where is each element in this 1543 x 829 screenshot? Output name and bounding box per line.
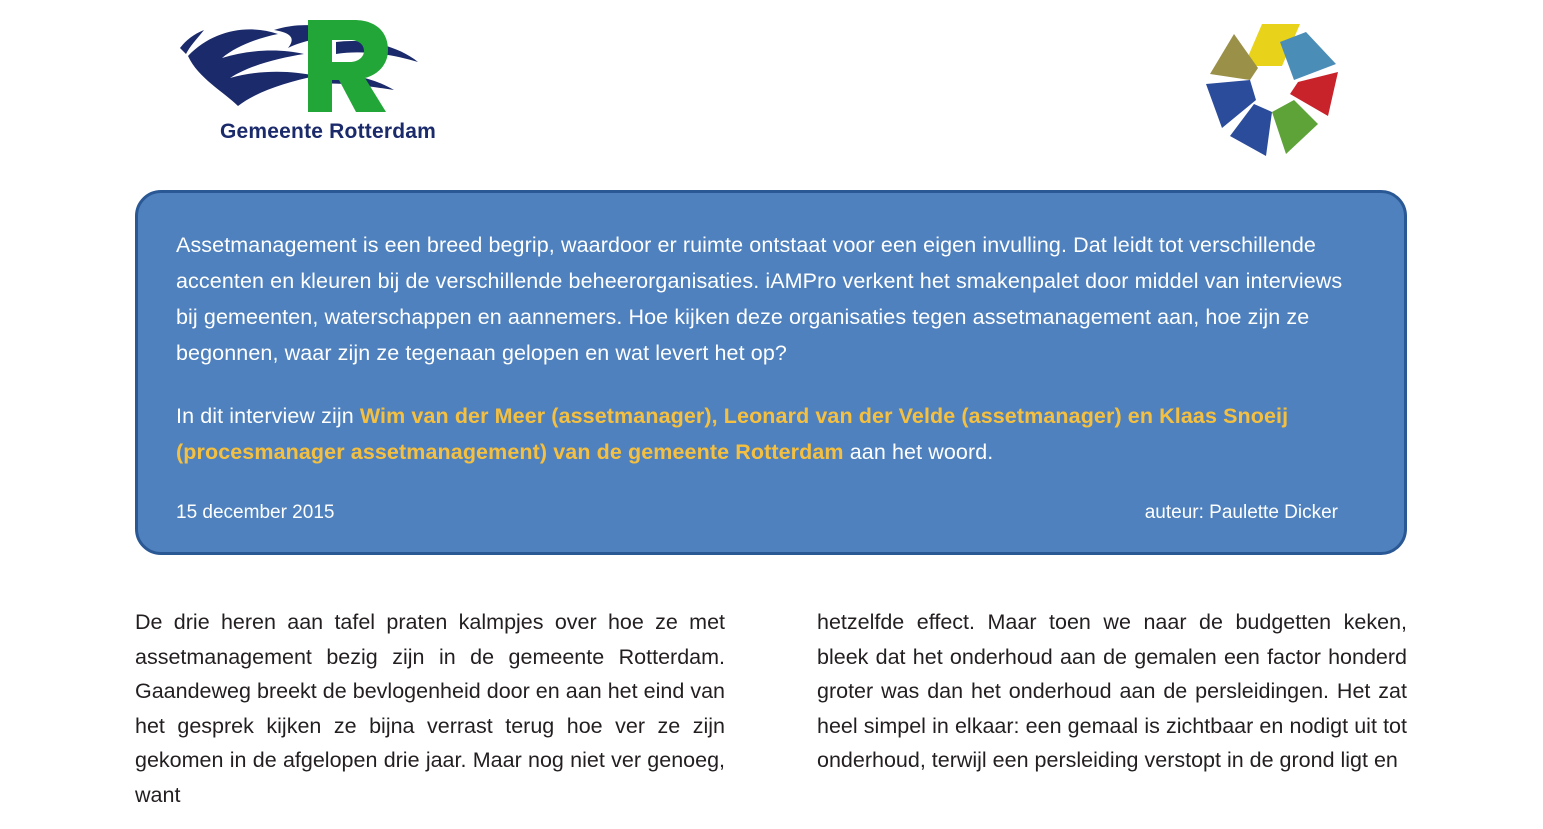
intro-footer <box>176 502 1366 524</box>
article-paragraph-left: De drie heren aan tafel praten kalmpjes over hoe ze met assetmanagement bezig zijn in de gemeente Rotterdam. Gaandeweg breekt de bevlogenheid door en aan het eind van het gesprek kijken ze bijna verrast terug hoe ver ze zijn gekomen in de afgelopen drie jaar. Maar nog niet ver genoeg, want <box>135 610 725 807</box>
publication-date: 15 december 2015 <box>176 502 335 523</box>
article-body <box>135 605 1407 829</box>
article-column-left <box>135 605 725 829</box>
gemeente-rotterdam-logo <box>178 12 478 152</box>
gemeente-rotterdam-label: Gemeente Rotterdam <box>220 120 436 143</box>
iampro-hexagon-icon <box>1196 20 1346 160</box>
intro-paragraph-2-prefix: In dit interview zijn <box>176 404 360 428</box>
rotterdam-coat-of-arms-icon <box>178 12 478 122</box>
article-column-right <box>817 605 1407 829</box>
intro-callout-box <box>135 190 1407 555</box>
intro-paragraph-2 <box>176 398 1366 470</box>
interviewees-highlight: Wim van der Meer (assetmanager), Leonard van der Velde (assetmanager) en Klaas Snoeij (procesmanager assetmanagement) van de gemeente Rotterdam <box>176 404 1289 464</box>
intro-paragraph-2-suffix: aan het woord. <box>843 440 994 464</box>
iampro-logo <box>1196 20 1346 160</box>
article-paragraph-right: hetzelfde effect. Maar toen we naar de budgetten keken, bleek dat het onderhoud aan de gemalen een factor honderd groter was dan het onderhoud aan de persleidingen. Het zat heel simpel in elkaar: een gemaal is zichtbaar en nodigt uit tot onderhoud, terwijl een persleiding verstopt in de grond ligt en <box>817 610 1407 772</box>
document-header <box>0 0 1543 180</box>
intro-paragraph-1: Assetmanagement is een breed begrip, waardoor er ruimte ontstaat voor een eigen invulling. Dat leidt tot verschillende accenten en kleuren bij de verschillende beheerorganisaties. iAMPro verkent het smakenpalet door middel van interviews bij gemeenten, waterschappen en aannemers. Hoe kijken deze organisaties tegen assetmanagement aan, hoe zijn ze begonnen, waar zijn ze tegenaan gelopen en wat levert het op? <box>176 233 1343 365</box>
author-credit: auteur: Paulette Dicker <box>1144 502 1338 523</box>
